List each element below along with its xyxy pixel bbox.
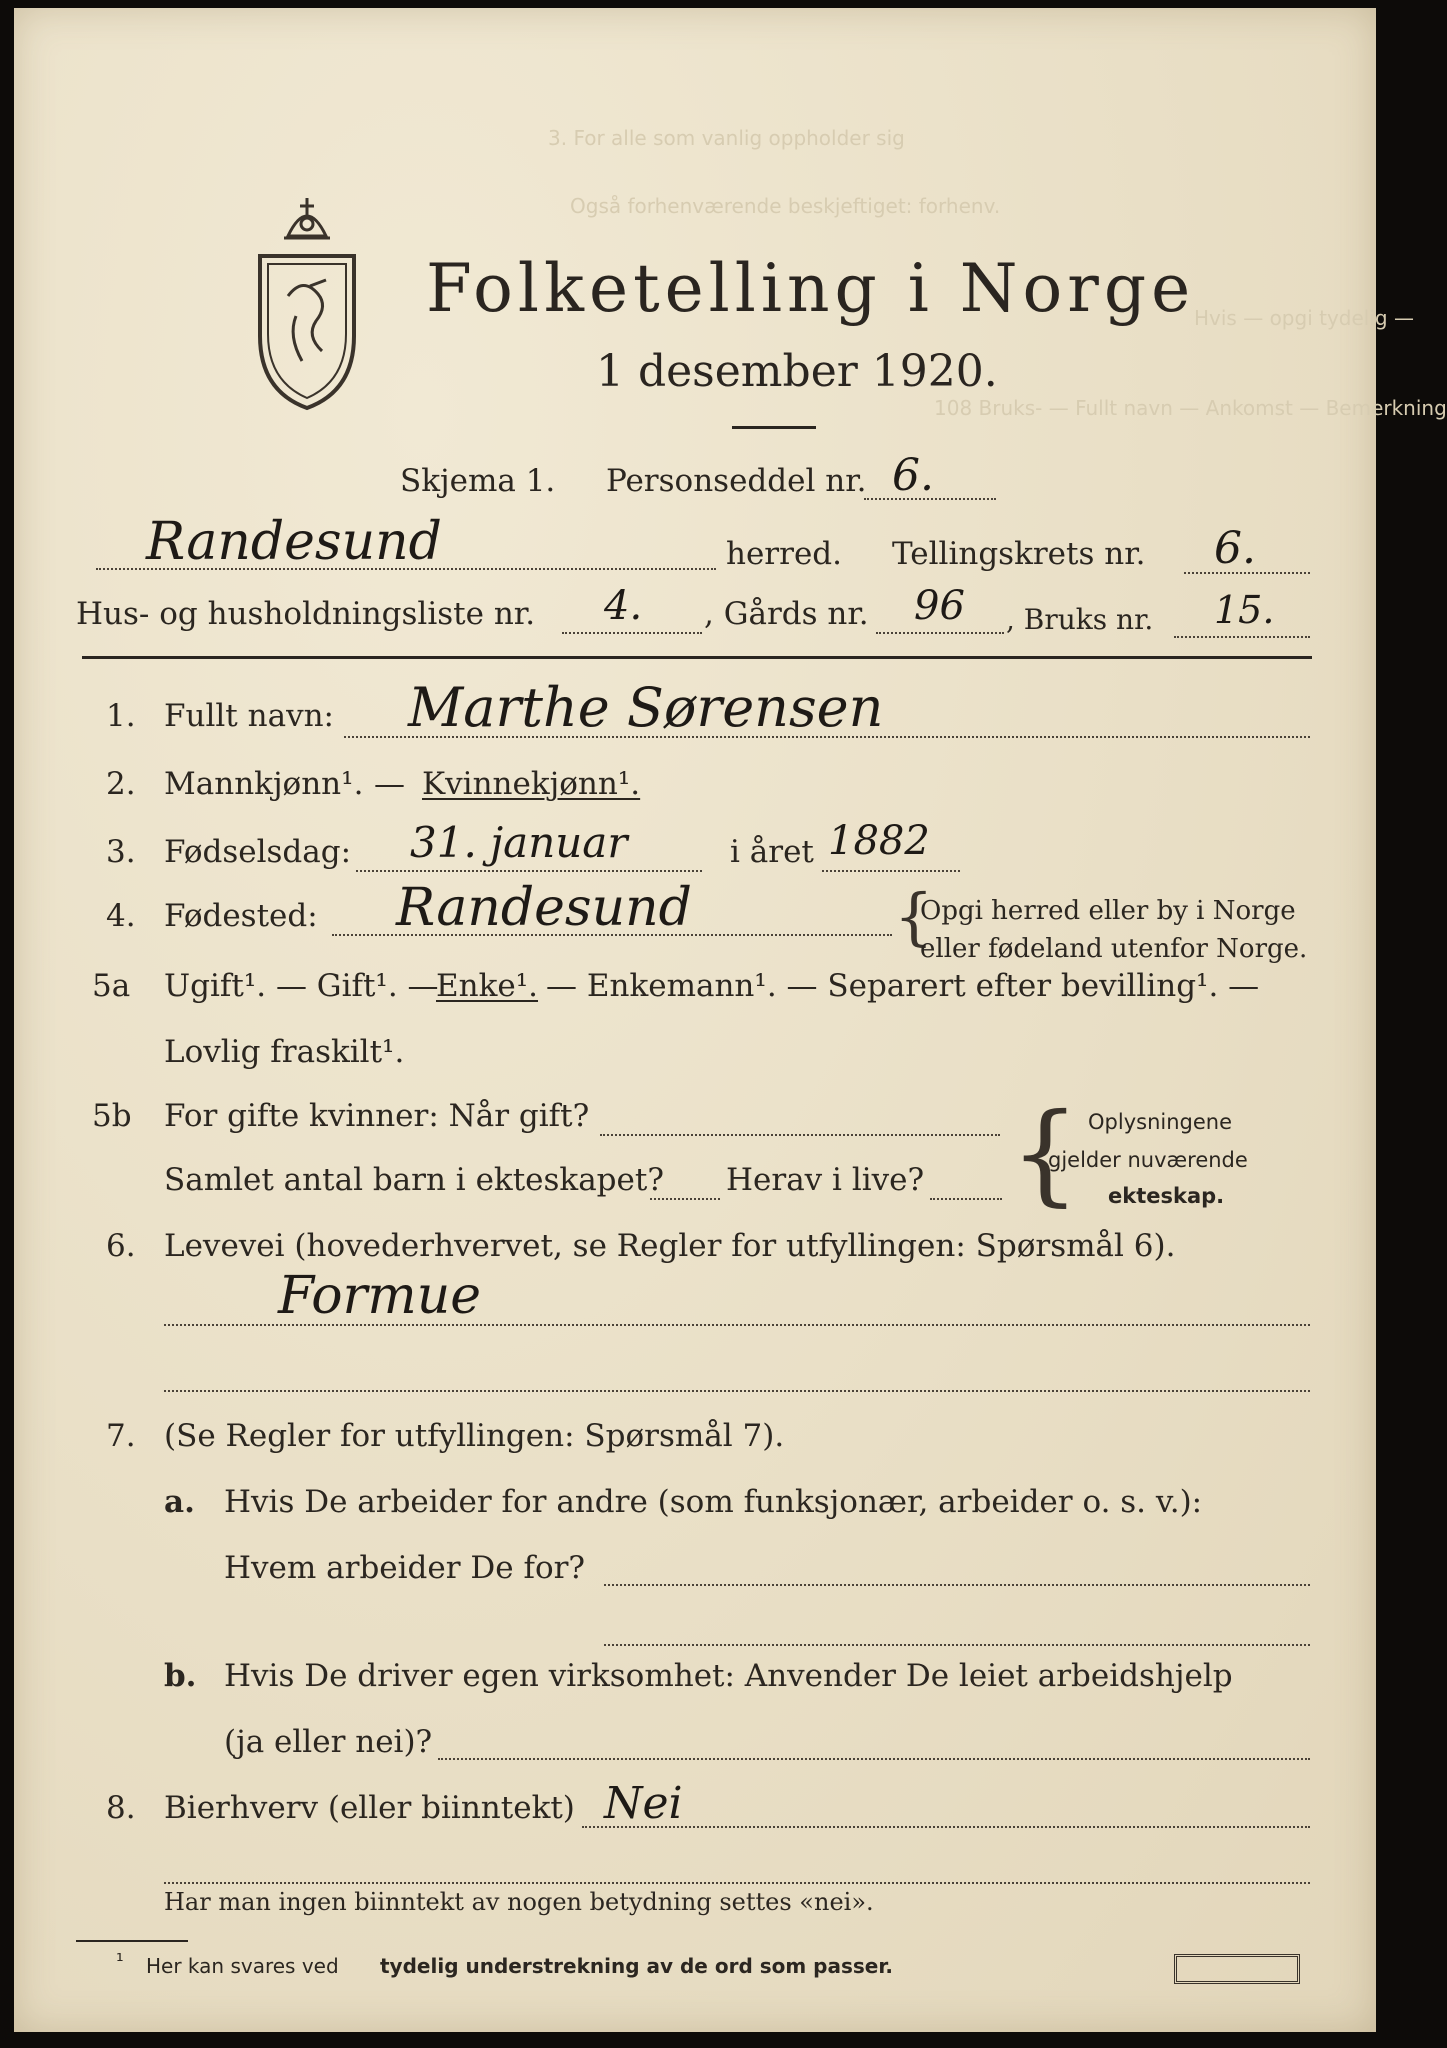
q3-line <box>356 870 702 872</box>
q4-value: Randesund <box>396 878 692 938</box>
q7a-number: a. <box>164 1484 195 1520</box>
gards-line <box>876 632 1004 634</box>
ghost-text: Også forhenværende beskjeftiget: forhenv. <box>570 194 1001 218</box>
herred-label: herred. <box>726 536 842 572</box>
q2-kvinne: Kvinnekjønn¹. <box>422 766 641 802</box>
bruks-label: , Bruks nr. <box>1006 603 1154 636</box>
q3-number: 3. <box>106 834 136 870</box>
q5b-note-2: gjelder nuværende <box>1048 1148 1248 1172</box>
q6-number: 6. <box>106 1228 136 1264</box>
q6-line-2 <box>164 1390 1310 1392</box>
q1-number: 1. <box>106 698 136 734</box>
q5b-number: 5b <box>92 1098 132 1134</box>
gards-value: 96 <box>914 583 965 629</box>
q3-value: 31. januar <box>410 818 628 867</box>
q7-number: 7. <box>106 1418 136 1454</box>
q7a-line <box>604 1584 1310 1586</box>
q6-label: Levevei (hovederhvervet, se Regler for utfyllingen: Spørsmål 6). <box>164 1228 1176 1264</box>
coat-of-arms-icon <box>248 176 366 414</box>
q5a-number: 5a <box>92 968 131 1004</box>
q7b-line <box>438 1758 1310 1760</box>
q2-number: 2. <box>106 766 136 802</box>
census-form-page <box>14 8 1447 2032</box>
gards-label: , Gårds nr. <box>704 596 869 632</box>
footer-note: Har man ingen biinntekt av nogen betydning settes «nei». <box>164 1888 874 1916</box>
q8-label: Bierhverv (eller biinntekt) <box>164 1790 575 1826</box>
form-date: 1 desember 1920. <box>596 346 998 397</box>
personseddel-value: 6. <box>892 450 934 501</box>
husliste-line <box>562 632 702 634</box>
q5b-naar-line <box>600 1134 1000 1136</box>
q5a-options-line2: Lovlig fraskilt¹. <box>164 1034 405 1070</box>
q5b-note-1: Oplysningene <box>1088 1110 1232 1134</box>
ghost-text: 3. For alle som vanlig oppholder sig <box>548 126 905 150</box>
q7b-line2: (ja eller nei)? <box>224 1724 433 1760</box>
q5b-line1: For gifte kvinner: Når gift? <box>164 1098 590 1134</box>
q7a-line1: Hvis De arbeider for andre (som funksjonær, arbeider o. s. v.): <box>224 1484 1203 1520</box>
husliste-label: Hus- og husholdningsliste nr. <box>76 596 536 632</box>
q5b-line2-b: Herav i live? <box>726 1162 925 1198</box>
q2-mann: Mannkjønn¹. <box>164 766 364 802</box>
q4-label: Fødested: <box>164 898 318 934</box>
ghost-text: Hvis — opgi tydelig — <box>1194 306 1414 330</box>
q7b-line1: Hvis De driver egen virksomhet: Anvender De leiet arbeidshjelp <box>224 1658 1233 1694</box>
tellingskrets-value: 6. <box>1214 523 1256 574</box>
q7a-line2: Hvem arbeider De for? <box>224 1550 586 1586</box>
bruks-line <box>1174 636 1310 638</box>
q5a-options-a: Ugift¹. — Gift¹. — <box>164 968 439 1004</box>
q7b-number: b. <box>164 1658 197 1694</box>
form-title: Folketelling i Norge <box>426 250 1196 327</box>
footnote-mark: ¹ <box>116 1950 124 1972</box>
q5b-live-line <box>930 1198 1002 1200</box>
husliste-value: 4. <box>604 583 643 629</box>
title-rule <box>732 426 816 429</box>
q4-brace: { <box>894 880 934 953</box>
q8-line <box>582 1826 1310 1828</box>
printer-stamp <box>1174 1954 1300 1984</box>
q2-dash: — <box>374 766 405 802</box>
q7a-line-extra <box>604 1644 1310 1646</box>
q5b-barn-line <box>650 1198 720 1200</box>
q7-label: (Se Regler for utfyllingen: Spørsmål 7). <box>164 1418 785 1454</box>
q5a-options-b: — Enkemann¹. — Separert efter bevilling¹. — <box>546 968 1260 1004</box>
q3-label: Fødselsdag: <box>164 834 352 870</box>
q1-value: Marthe Sørensen <box>408 676 884 739</box>
tellingskrets-label: Tellingskrets nr. <box>892 536 1146 572</box>
bruks-value: 15. <box>1214 588 1275 632</box>
personseddel-label: Personseddel nr. <box>606 463 867 499</box>
q3-year-label: i året <box>730 834 814 870</box>
q8-value: Nei <box>604 1778 683 1829</box>
skjema-label: Skjema 1. <box>400 463 556 499</box>
q6-value: Formue <box>278 1266 481 1326</box>
q4-note-2: eller fødeland utenfor Norge. <box>920 934 1308 964</box>
q8-number: 8. <box>106 1790 136 1826</box>
q5b-line2-a: Samlet antal barn i ekteskapet? <box>164 1162 664 1198</box>
footnote-rule <box>76 1940 188 1942</box>
footnote-text-b: tydelig understrekning av de ord som passer. <box>380 1954 893 1978</box>
herred-value: Randesund <box>146 512 442 572</box>
q4-note-1: Opgi herred eller by i Norge <box>920 896 1296 926</box>
q5b-brace: { <box>1010 1089 1080 1217</box>
q5b-note-3: ekteskap. <box>1108 1184 1225 1208</box>
ghost-text: 108 Bruks- — Fullt navn — Ankomst — Bemerkning <box>934 396 1447 420</box>
q1-label: Fullt navn: <box>164 698 334 734</box>
q4-number: 4. <box>106 898 136 934</box>
q3-year-line <box>822 870 960 872</box>
q3-year-value: 1882 <box>828 818 930 864</box>
q8-line-extra <box>164 1882 1310 1884</box>
header-divider <box>82 656 1312 659</box>
q5a-enke: Enke¹. <box>436 968 539 1004</box>
footnote-text-a: Her kan svares ved <box>146 1954 339 1978</box>
